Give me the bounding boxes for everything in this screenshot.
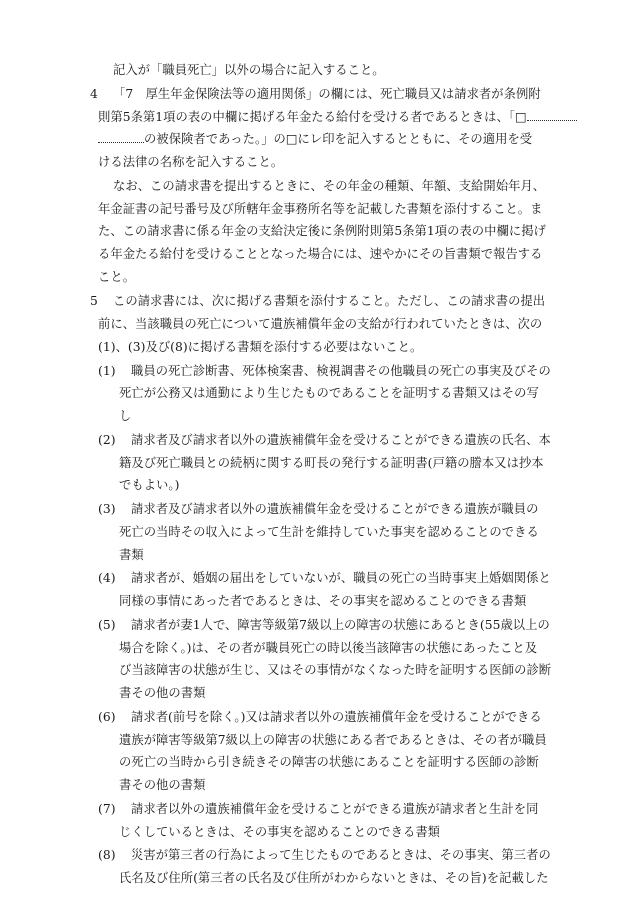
subitem-4-line-2: 同様の事情にあった者であるときは、その事実を認めることのできる書類 (119, 594, 527, 609)
subitem-6-line-4: 書その他の書類 (119, 778, 206, 792)
item-4-note-line-2: 年金証書の記号番号及び所轄年金事務所名等を記載した書類を添付すること。ま (98, 201, 543, 216)
item-4-note-line-3: た、この請求書に係る年金の支給決定後に条例附則第5条第1項の表の中欄に掲げ (98, 224, 546, 239)
subitem-3-number: (3) (98, 502, 116, 517)
item-4-line-2: 則第5条第1項の表の中欄に掲げる年金たる給付を受ける者であるときは、「□ (98, 109, 527, 124)
subitem-4-number: (4) (98, 571, 116, 586)
subitem-5-line-1: 請求者が妻1人で、障害等級第7級以上の障害の状態にあるとき(55歳以上の (131, 617, 550, 632)
subitem-6-number: (6) (98, 709, 116, 724)
subitem-8-line-2: 氏名及び住所(第三者の氏名及び住所がわからないときは、その旨)を記載した (119, 871, 549, 885)
item-4-line-4: ける法律の名称を記入すること。 (98, 155, 284, 169)
subitem-8-line-1: 災害が第三者の行為によって生じたものであるときは、その事実、第三者の (131, 848, 551, 863)
item-4-line-1: 「7 厚生年金保険法等の適用関係」の欄には、死亡職員又は請求者が条例附 (113, 86, 541, 101)
dotted-blank (98, 132, 144, 143)
item-4-line-3: の被保険者であった。」の□にレ印を記入するとともに、その適用を受 (144, 132, 533, 147)
subitem-5-number: (5) (98, 617, 116, 632)
subitem-6-line-1: 請求者(前号を除く。)又は請求者以外の遺族補償年金を受けることができる (131, 709, 542, 724)
subitem-7-line-2: じくしているときは、その事実を認めることのできる書類 (119, 824, 441, 839)
subitem-4-line-1: 請求者が、婚姻の届出をしていないが、職員の死亡の当時事実上婚姻関係と (131, 571, 551, 586)
item-5-number: 5 (90, 294, 98, 309)
subitem-6-line-3: の死亡の当時から引き続きその障害の状態にあることを証明する医師の診断 (119, 755, 539, 770)
paragraph-3-tail-line: 記入が「職員死亡」以外の場合に記入すること。 (113, 63, 385, 77)
subitem-2-line-2: 籍及び死亡職員との続柄に関する町長の発行する証明書(戸籍の謄本又は抄本 (119, 455, 544, 470)
subitem-2-line-3: でもよい。) (119, 478, 180, 493)
subitem-3-line-2: 死亡の当時その収入によって生計を維持していた事実を認めることのできる (119, 524, 539, 539)
item-4-line-2-wrap (98, 109, 577, 125)
subitem-1-line-3: し (119, 409, 132, 424)
subitem-5-line-3: び当該障害の状態が生じ、又はその事情がなくなった時を証明する医師の診断 (119, 663, 552, 678)
subitem-6-line-2: 遺族が障害等級第7級以上の障害の状態にある者であるときは、その者が職員 (119, 732, 547, 747)
item-4-note-line-1: なお、この請求書を提出するときに、その年金の種類、年額、支給開始年月、 (113, 178, 546, 193)
subitem-7-number: (7) (98, 801, 116, 816)
dotted-blank (527, 110, 577, 121)
item-4-number: 4 (90, 86, 98, 101)
subitem-8-number: (8) (98, 848, 116, 863)
item-5-line-1: この請求書には、次に掲げる書類を添付すること。ただし、この請求書の提出 (113, 294, 546, 309)
item-5-line-3: (1)、(3)及び(8)に掲げる書類を添付する必要はないこと。 (98, 339, 423, 354)
subitem-3-line-1: 請求者及び請求者以外の遺族補償年金を受けることができる遺族が職員の (131, 502, 539, 517)
subitem-5-line-2: 場合を除く。)は、その者が職員死亡の時以後当該障害の状態にあったこと及 (119, 640, 538, 655)
subitem-2-line-1: 請求者及び請求者以外の遺族補償年金を受けることができる遺族の氏名、本 (131, 432, 551, 447)
subitem-1-line-1: 職員の死亡診断書、死体検案書、検視調書その他職員の死亡の事実及びその (131, 363, 551, 378)
subitem-7-line-1: 請求者以外の遺族補償年金を受けることができる遺族が請求者と生計を同 (131, 801, 539, 816)
item-4-note-line-5: こと。 (98, 269, 136, 284)
subitem-1-line-2: 死亡が公務又は通勤により生じたものであることを証明する書類又はその写 (119, 386, 539, 401)
subitem-1-number: (1) (98, 363, 116, 378)
subitem-5-line-4: 書その他の書類 (119, 686, 206, 701)
item-4-line-3-wrap (98, 131, 532, 147)
subitem-3-line-3: 書類 (119, 547, 144, 562)
item-4-note-line-4: る年金たる給付を受けることとなった場合には、速やかにその旨書類で報告する (98, 247, 543, 261)
subitem-2-number: (2) (98, 432, 116, 447)
item-5-line-2: 前に、当該職員の死亡について遺族補償年金の支給が行われていたときは、次の (98, 317, 543, 332)
